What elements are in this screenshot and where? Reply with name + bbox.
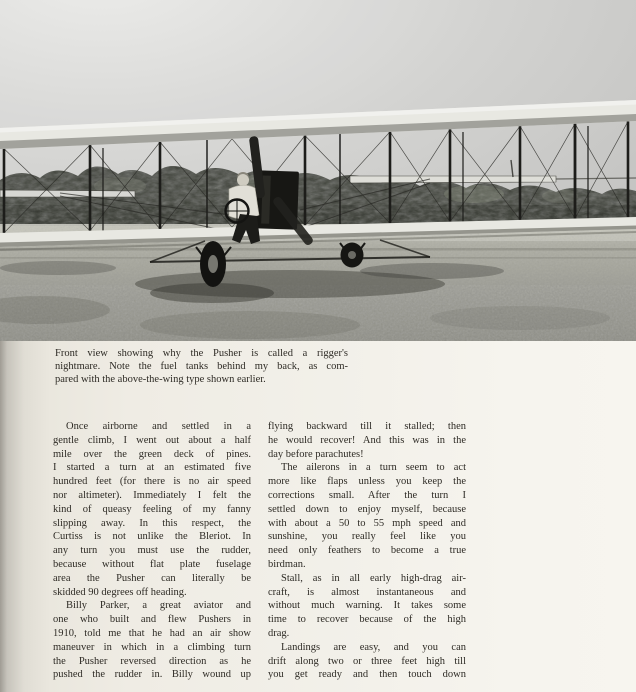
pusher-photograph — [0, 0, 636, 341]
text-line: flying backward till it stalled; then — [268, 421, 466, 432]
text-line: skidded 90 degrees off heading. — [53, 586, 187, 598]
text-line: maneuver in which in a climbing turn — [53, 641, 251, 653]
text-line: hundred feet (for there is no air speed — [53, 476, 251, 488]
text-line: time to recover because of the high — [268, 614, 466, 626]
text-line: pushed the rudder in. Billy wound up — [53, 669, 251, 681]
text-line: birdman. — [268, 558, 306, 570]
body-column-left — [53, 420, 251, 682]
caption-line: nightmare. Note the fuel tanks behind my back, as com- — [55, 361, 348, 372]
text-line: Once airborne and settled in a — [66, 421, 251, 432]
text-line: drift along two or three feet high till — [268, 655, 466, 667]
text-line: gentle climb, I went out about a half — [53, 434, 251, 446]
text-line: Curtiss is not unlike the Bleriot. In — [53, 531, 251, 543]
text-line: 1910, told me that he had an air show — [53, 627, 251, 639]
text-line: any turn you must use the rudder, — [53, 545, 251, 557]
text-line: he would recover! And this was in the — [268, 434, 466, 446]
text-line: area the Pusher can literally be — [53, 572, 251, 584]
text-line: Landings are easy, and you can — [281, 641, 466, 653]
text-line: because without flat plate fuselage — [53, 558, 251, 570]
text-line: corrections small. After the turn I — [268, 489, 466, 501]
text-line: I started a turn at an estimated five — [53, 462, 251, 474]
text-line: kind of queasy feeling of my fanny — [53, 503, 251, 515]
text-line: need only feathers to become a true — [268, 545, 466, 557]
text-line: settled down to enjoy myself, because — [268, 503, 466, 515]
text-line: day before parachutes! — [268, 448, 364, 460]
body-column-right — [268, 420, 466, 682]
text-line: The ailerons in a turn seem to act — [281, 462, 466, 474]
caption-line: Front view showing why the Pusher is called a rigger's — [55, 348, 348, 359]
caption-line: pared with the above-the-wing type shown earlier. — [55, 374, 266, 385]
text-line: one who built and flew Pushers in — [53, 614, 251, 626]
text-line: sunshine, you really feel like you — [268, 531, 466, 543]
photo-caption — [55, 347, 348, 386]
text-line: slipping away. In this respect, the — [53, 517, 251, 529]
text-line: Stall, as in all early high-drag air- — [281, 572, 466, 584]
text-line: without much warning. It takes some — [268, 600, 466, 612]
text-line: more like flaps unless you keep the — [268, 476, 466, 488]
text-line: drag. — [268, 627, 290, 639]
text-line: Billy Parker, a great aviator and — [66, 600, 251, 612]
text-line: mile over the green deck of pines. — [53, 448, 251, 460]
text-line: nor altimeter). Immediately I felt the — [53, 489, 251, 501]
text-line: craft, is almost instantaneous and — [268, 586, 466, 598]
text-line: the Pusher reversed direction as he — [53, 655, 251, 667]
text-line: with about a 50 to 55 mph speed and — [268, 517, 466, 529]
text-line: you get ready and then touch down — [268, 669, 466, 681]
